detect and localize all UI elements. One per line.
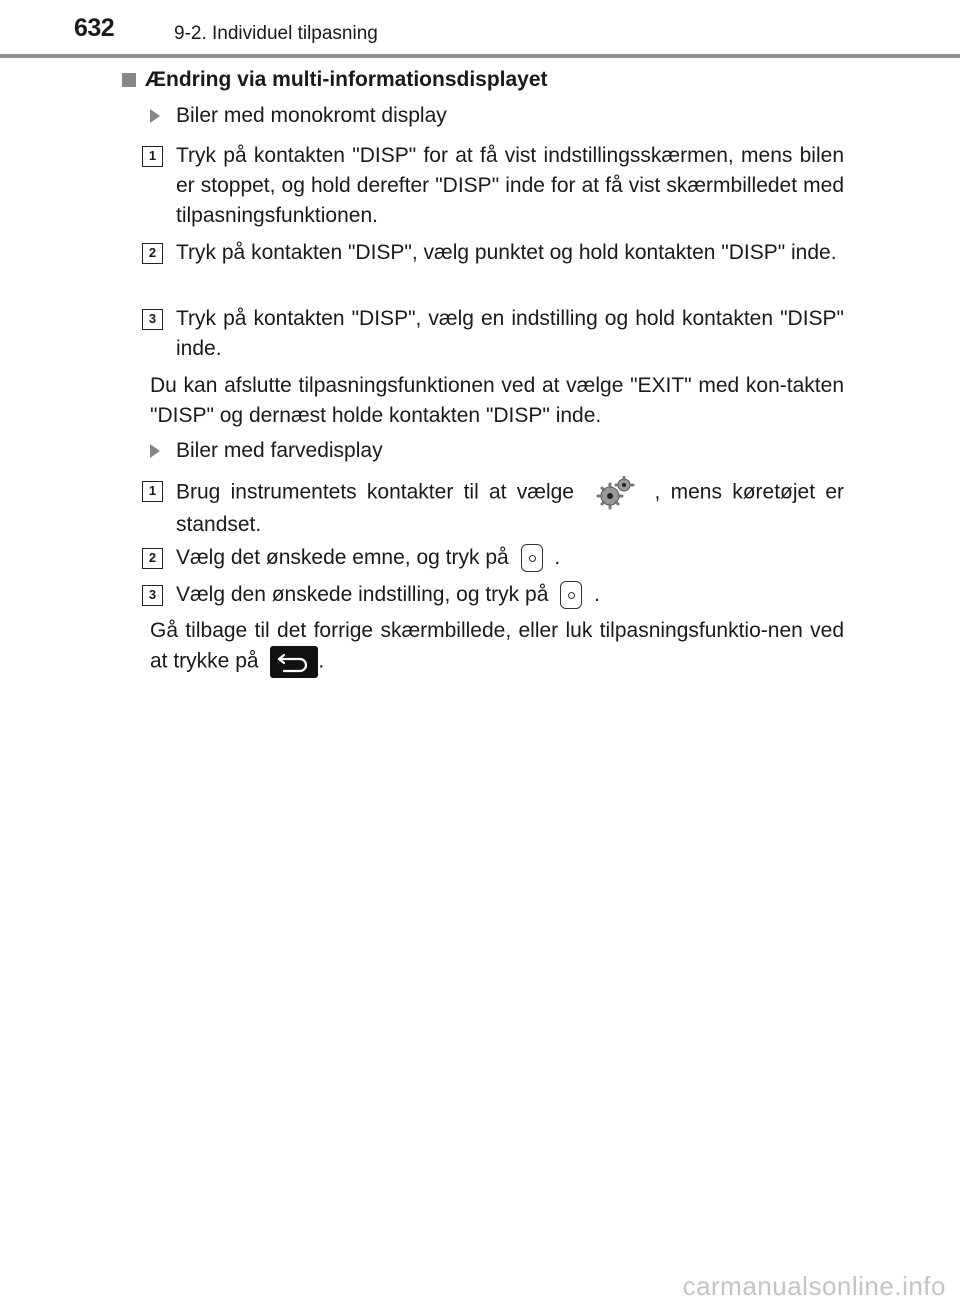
gear-icon xyxy=(590,476,638,510)
header-rule xyxy=(0,54,960,58)
step-badge: 2 xyxy=(142,548,163,569)
color-note-text-after: . xyxy=(318,649,325,673)
color-step-3-text xyxy=(176,580,844,610)
color-heading xyxy=(150,439,383,463)
back-button-icon xyxy=(270,646,318,678)
color-step-3-text-after: . xyxy=(594,583,600,606)
mono-step-3-text: Tryk på kontakten "DISP", vælg en indstilling og hold kontakten "DISP" inde. xyxy=(176,307,844,360)
mono-note: Du kan afslutte tilpasningsfunktionen ved at vælge "EXIT" med kon-takten "DISP" og dernæst holde kontakten "DISP" inde. xyxy=(150,374,844,427)
page-number: 632 xyxy=(74,14,115,42)
triangle-bullet-icon xyxy=(150,109,160,123)
step-badge: 2 xyxy=(142,243,163,264)
step-badge: 1 xyxy=(142,481,163,502)
step-badge: 3 xyxy=(142,585,163,606)
mono-heading-text: Biler med monokromt display xyxy=(176,104,447,127)
square-bullet-icon xyxy=(122,73,136,87)
color-step-2-text-after: . xyxy=(554,546,561,569)
triangle-bullet-icon xyxy=(150,444,160,458)
color-step-1-text-before: Brug instrumentets kontakter til at vælge xyxy=(176,480,574,504)
ok-button-icon xyxy=(521,544,543,572)
step-badge: 3 xyxy=(142,309,163,330)
color-step-1-text-after: , mens køretøjet er standset. xyxy=(176,480,844,536)
color-note xyxy=(150,616,844,678)
step-badge: 1 xyxy=(142,146,163,167)
section-title xyxy=(122,68,548,92)
color-step-2-text xyxy=(176,543,844,573)
watermark: carmanualsonline.info xyxy=(682,1271,946,1301)
header-section-title: 9-2. Individuel tilpasning xyxy=(174,23,378,44)
ok-button-icon xyxy=(560,581,582,609)
color-note-text-before: Gå tilbage til det forrige skærmbillede, eller luk tilpasningsfunktio-nen ved at trykke på xyxy=(150,619,844,673)
color-step-1-text xyxy=(176,476,844,540)
section-title-text: Ændring via multi-informationsdisplayet xyxy=(145,68,548,91)
color-step-2-text-before: Vælg det ønskede emne, og tryk på xyxy=(176,546,509,569)
color-step-3-text-before: Vælg den ønskede indstilling, og tryk på xyxy=(176,583,549,606)
mono-heading xyxy=(150,104,447,128)
mono-step-2-text: Tryk på kontakten "DISP", vælg punktet og hold kontakten "DISP" inde. xyxy=(176,241,837,264)
mono-step-1-text: Tryk på kontakten "DISP" for at få vist indstillingsskærmen, mens bilen er stoppet, og hold derefter "DISP" inde for at få vist skærmbilledet med tilpasningsfunktionen. xyxy=(176,144,844,227)
color-heading-text: Biler med farvedisplay xyxy=(176,439,383,462)
